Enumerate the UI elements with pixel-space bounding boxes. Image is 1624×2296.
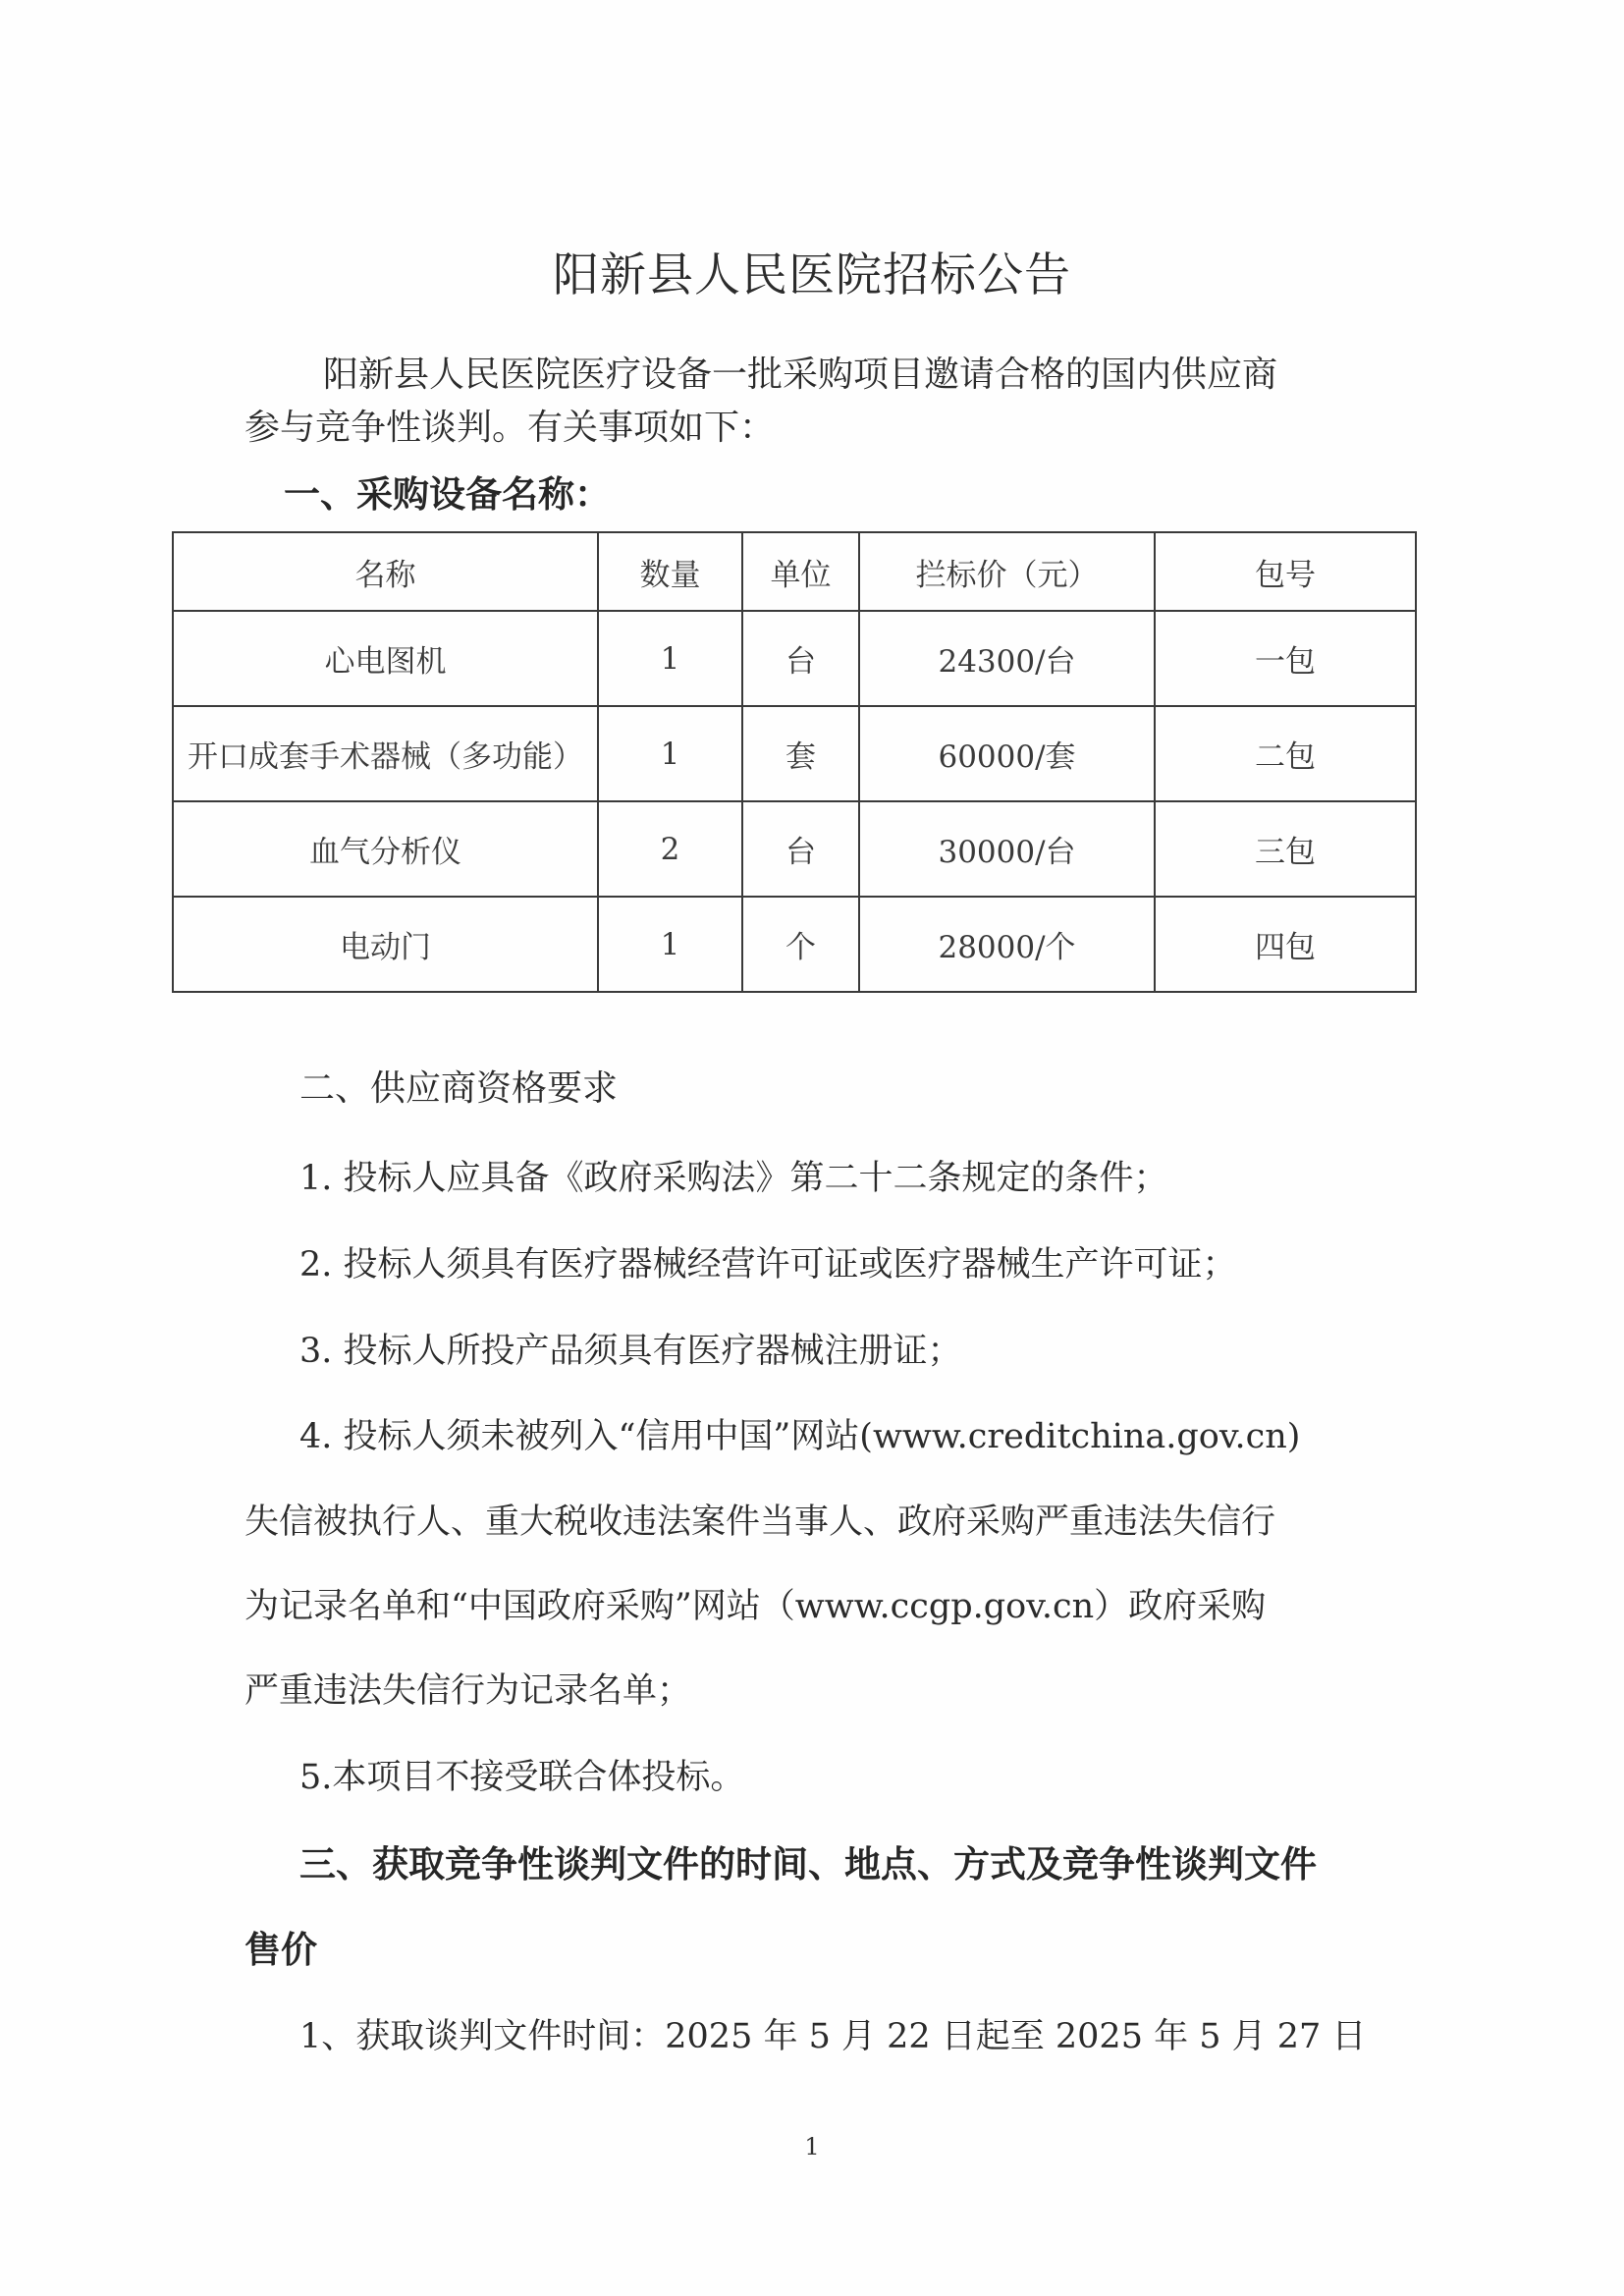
- requirement-4-line-2: 失信被执行人、重大税收违法案件当事人、政府采购严重违法失信行: [244, 1503, 1276, 1542]
- requirement-5: 5.本项目不接受联合体投标。: [299, 1758, 745, 1797]
- requirement-4-line-3: 为记录名单和“中国政府采购”网站（www.ccgp.gov.cn）政府采购: [244, 1587, 1267, 1626]
- document-title: 阳新县人民医院招标公告: [553, 248, 1071, 302]
- section-3-heading-line-2: 售价: [244, 1928, 317, 1971]
- cell-unit: 台: [742, 611, 859, 706]
- cell-name: 心电图机: [173, 611, 598, 706]
- requirement-4-line-4: 严重违法失信行为记录名单；: [244, 1671, 692, 1711]
- cell-price: 60000/套: [859, 706, 1155, 801]
- page-number: 1: [804, 2133, 820, 2160]
- requirement-3: 3. 投标人所投产品须具有医疗器械注册证；: [299, 1332, 962, 1371]
- cell-price: 24300/台: [859, 611, 1155, 706]
- cell-unit: 台: [742, 801, 859, 897]
- cell-quantity: 1: [598, 611, 742, 706]
- table-row: [173, 611, 1416, 706]
- section-3-heading-line-1: 三、获取竞争性谈判文件的时间、地点、方式及竞争性谈判文件: [299, 1842, 1317, 1886]
- acquisition-time-item: 1、获取谈判文件时间：2025 年 5 月 22 日起至 2025 年 5 月 27 日: [299, 2017, 1367, 2056]
- cell-quantity: 2: [598, 801, 742, 897]
- intro-line-1: 阳新县人民医院医疗设备一批采购项目邀请合格的国内供应商: [323, 355, 1278, 395]
- section-2-heading: 二、供应商资格要求: [299, 1068, 619, 1109]
- cell-package: 四包: [1155, 897, 1416, 992]
- cell-name: 电动门: [173, 897, 598, 992]
- table-row: [173, 801, 1416, 897]
- header-package: 包号: [1155, 532, 1416, 611]
- table-header-row: [173, 532, 1416, 611]
- header-quantity: 数量: [598, 532, 742, 611]
- cell-quantity: 1: [598, 897, 742, 992]
- header-price: 拦标价（元）: [859, 532, 1155, 611]
- header-name: 名称: [173, 532, 598, 611]
- cell-quantity: 1: [598, 706, 742, 801]
- table-row: [173, 706, 1416, 801]
- equipment-table: [172, 531, 1417, 993]
- cell-price: 28000/个: [859, 897, 1155, 992]
- cell-unit: 套: [742, 706, 859, 801]
- requirement-4-line-1: 4. 投标人须未被列入“信用中国”网站(www.creditchina.gov.cn): [299, 1417, 1301, 1456]
- section-1-heading: 一、采购设备名称：: [284, 472, 611, 516]
- cell-package: 一包: [1155, 611, 1416, 706]
- cell-unit: 个: [742, 897, 859, 992]
- cell-name: 血气分析仪: [173, 801, 598, 897]
- cell-price: 30000/台: [859, 801, 1155, 897]
- intro-line-2: 参与竞争性谈判。有关事项如下：: [244, 408, 776, 448]
- cell-package: 三包: [1155, 801, 1416, 897]
- cell-package: 二包: [1155, 706, 1416, 801]
- table-row: [173, 897, 1416, 992]
- requirement-1: 1. 投标人应具备《政府采购法》第二十二条规定的条件；: [299, 1159, 1168, 1198]
- header-unit: 单位: [742, 532, 859, 611]
- cell-name: 开口成套手术器械（多功能）: [173, 706, 598, 801]
- requirement-2: 2. 投标人须具有医疗器械经营许可证或医疗器械生产许可证；: [299, 1245, 1237, 1285]
